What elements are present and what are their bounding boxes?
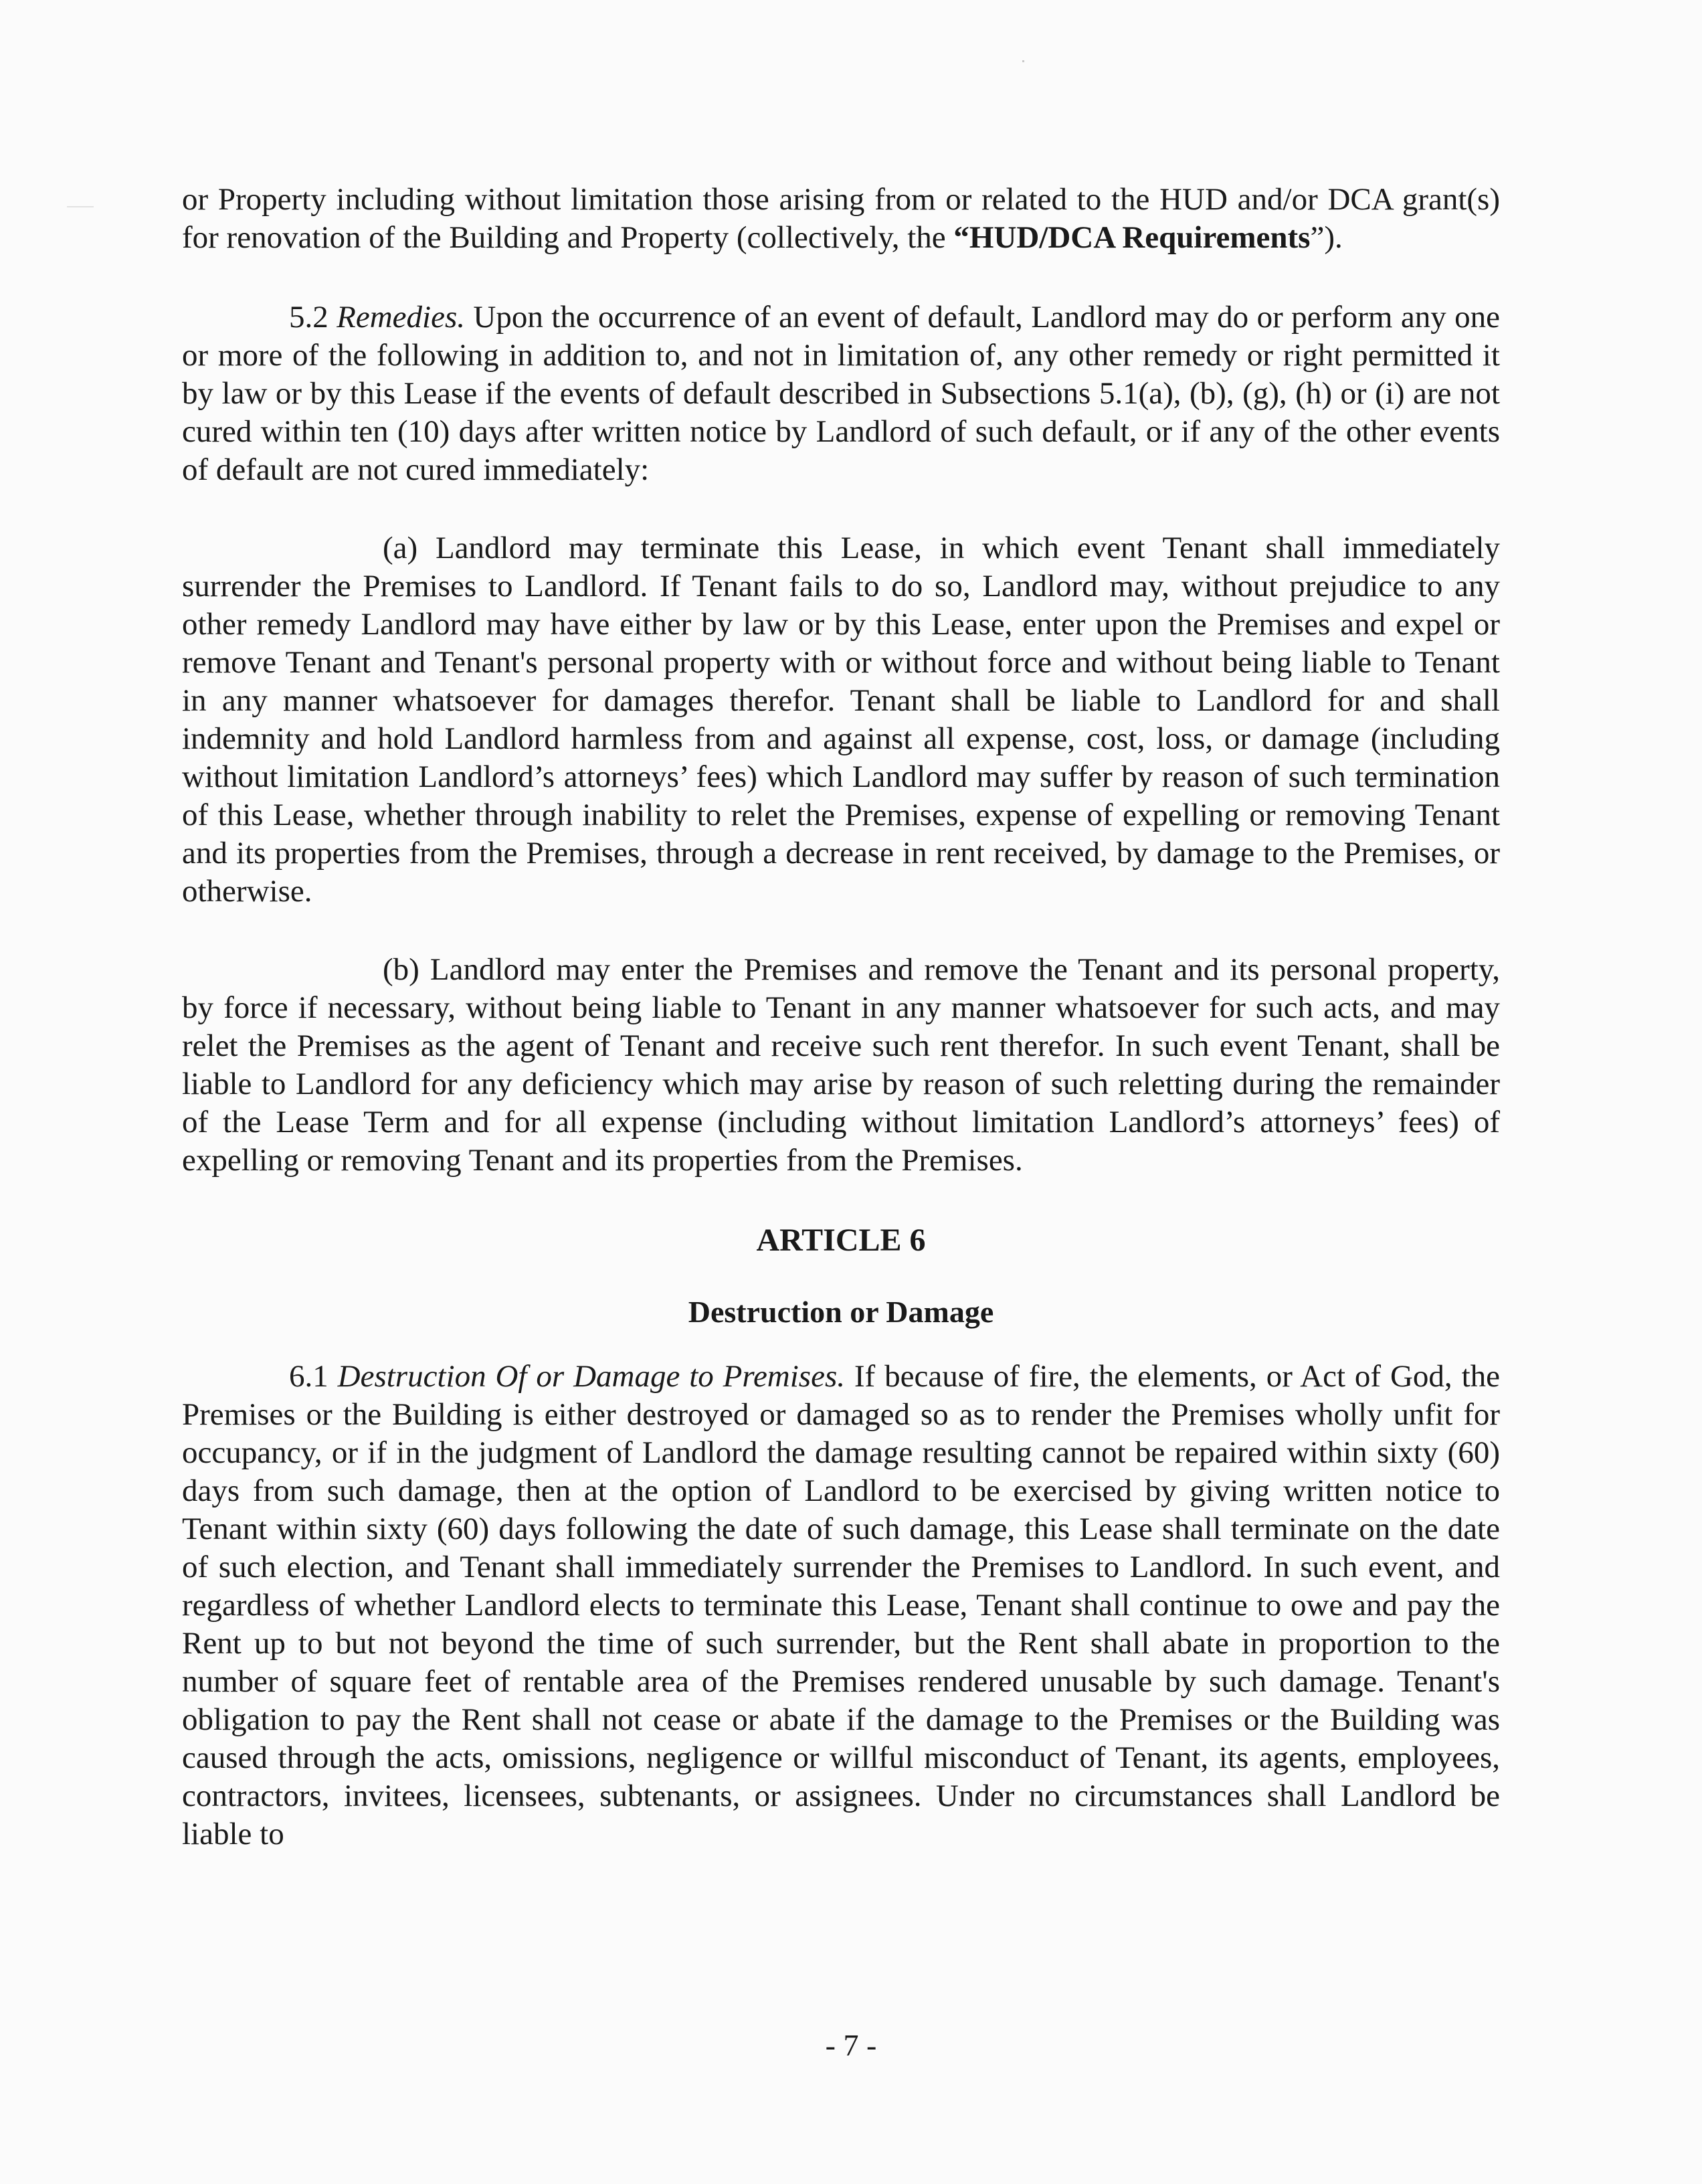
continuation-text: or Property including without limitation those arising from or related to the HUD and/or DCA grant(s) for renovation of the Building and Property (collectively, the [182,182,1500,255]
section-body: If because of fire, the elements, or Act of God, the Premises or the Building is either destroyed or damaged so as to render the Premises wholly unfit for occupancy, or if in the judgment of Landlord the damage resulting cannot be repaired within sixty (60) days from such damage, then at the option of Landlord to be exercised by giving written notice to Tenant within sixty (60) days following the date of such damage, this Lease shall terminate on the date of such election, and Tenant shall immediately surrender the Premises to Landlord. In such event, and regardless of whether Landlord elects to terminate this Lease, Tenant shall continue to owe and pay the Rent up to but not beyond the time of such surrender, but the Rent shall abate in proportion to the number of square feet of rentable area of the Premises rendered unusable by such damage. Tenant's obligation to pay the Rent shall not cease or abate if the damage to the Premises or the Building was caused through the acts, omissions, negligence or willful misconduct of Tenant, its agents, employees, contractors, invitees, licensees, subtenants, or assignees. Under no circumstances shall Landlord be liable to [182,1359,1500,1851]
continuation-end: ”). [1310,220,1343,255]
section-number: 6.1 [289,1359,338,1394]
section-6-1 [182,1358,1500,1853]
page-number: - 7 - [825,2028,877,2062]
paragraph-continuation [182,181,1500,257]
section-number: 5.2 [289,300,337,335]
section-5-2 [182,298,1500,489]
section-title: Destruction Of or Damage to Premises. [337,1359,845,1394]
section-title: Remedies. [337,300,465,335]
article-title: Destruction or Damage [688,1295,994,1329]
section-body: Upon the occurrence of an event of default, Landlord may do or perform any one or more of the following in addition to, and not in limitation of, any other remedy or right permitted it by law or by this Lease if the events of default described in Subsections 5.1(a), (b), (g), (h) or (i) are not cured within ten (10) days after written notice by Landlord of such default, or if any of the other events of default are not cured immediately: [182,300,1500,487]
article-heading: ARTICLE 6 [756,1222,926,1258]
scan-speck [67,206,94,207]
subsection-b: (b) Landlord may enter the Premises and remove the Tenant and its personal property, by force if necessary, without being liable to Tenant in any manner whatsoever for such acts, and may relet the Premises as the agent of Tenant and receive such rent therefor. In such event Tenant, shall be liable to Landlord for any deficiency which may arise by reason of such reletting during the remainder of the Lease Term and for all expense (including without limitation Landlord’s attorneys’ fees) of expelling or removing Tenant and its properties from the Premises. [182,952,1500,1178]
scan-speck [1022,60,1024,62]
subsection-a: (a) Landlord may terminate this Lease, in which event Tenant shall immediately surrender the Premises to Landlord. If Tenant fails to do so, Landlord may, without prejudice to any other remedy Landlord may have either by law or by this Lease, enter upon the Premises and expel or remove Tenant and Tenant's personal property with or without force and without being liable to Tenant in any manner whatsoever for damages therefor. Tenant shall be liable to Landlord for and shall indemnity and hold Landlord harmless from and against all expense, cost, loss, or damage (including without limitation Landlord’s attorneys’ fees) which Landlord may suffer by reason of such termination of this Lease, whether through inability to relet the Premises, expense of expelling or removing Tenant and its properties from the Premises, through a decrease in rent received, by damage to the Premises, or otherwise. [182,531,1500,909]
document-page [182,181,1500,1853]
defined-term: “HUD/DCA Requirements [953,220,1311,255]
